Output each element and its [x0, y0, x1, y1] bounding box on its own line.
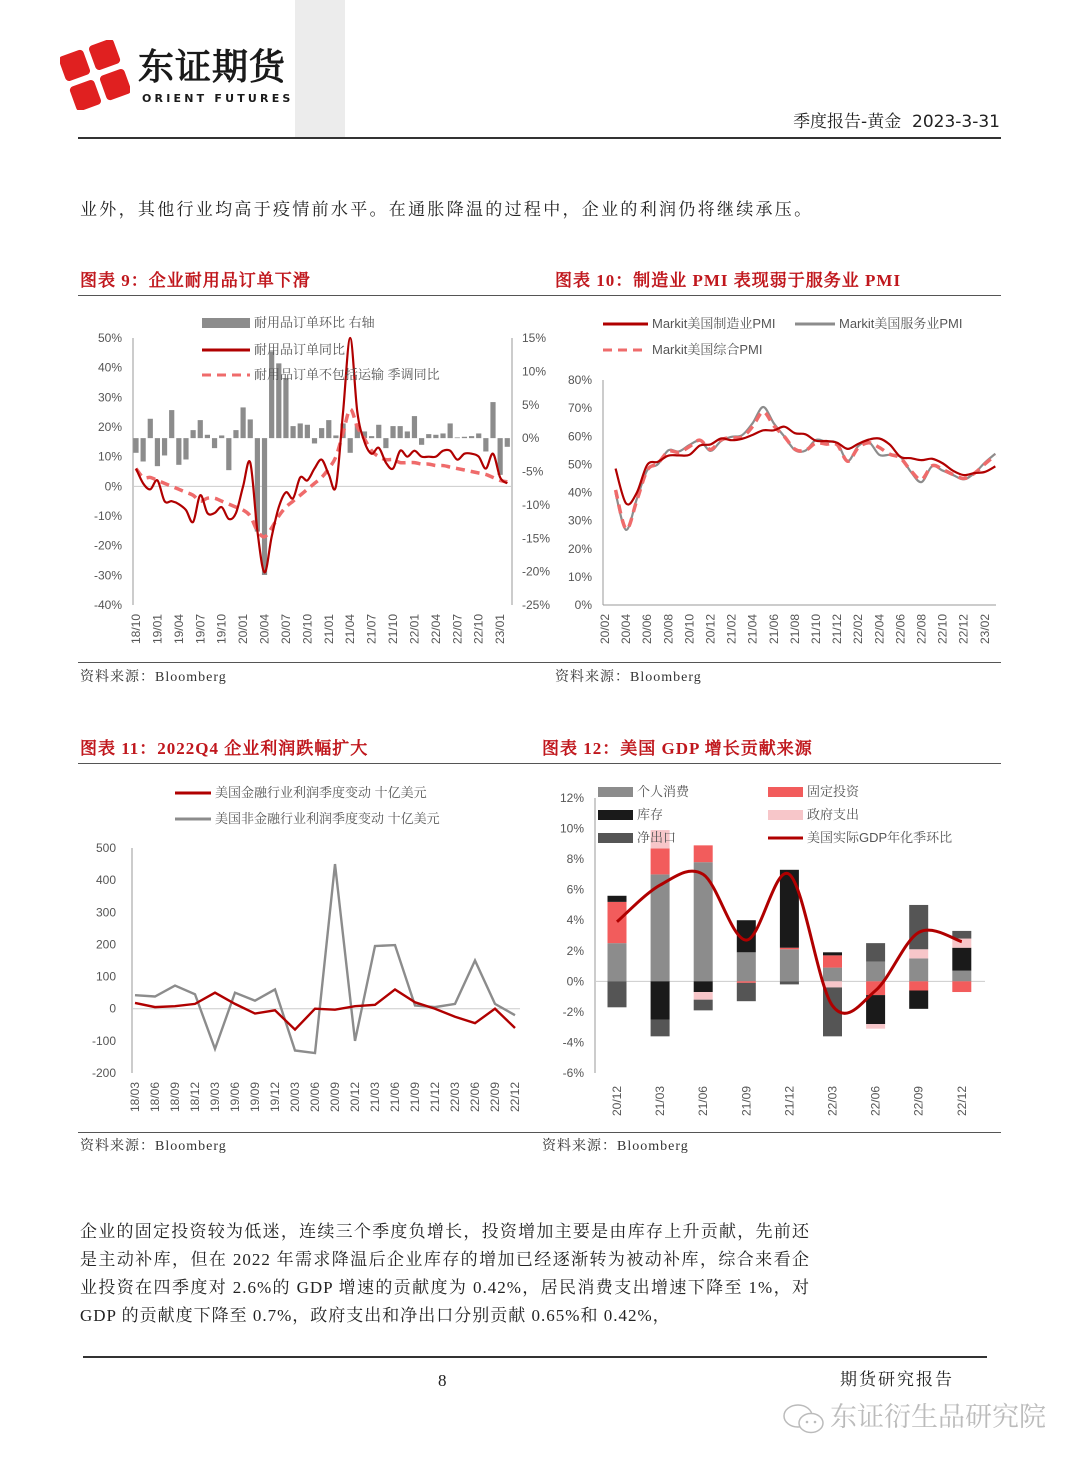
- footer-label: 期货研究报告: [840, 1370, 954, 1389]
- x-tick-label: 21/04: [745, 614, 760, 645]
- figure-12-title: 图表 12：美国 GDP 增长贡献来源: [542, 739, 813, 758]
- x-tick-label: 23/01: [493, 614, 508, 645]
- mom-bar: [376, 425, 381, 438]
- legend-1: 固定投资: [807, 784, 860, 799]
- gdp-component-bar: [651, 981, 670, 1019]
- x-tick-label: 20/04: [619, 614, 634, 645]
- figure-10-title: 图表 10：制造业 PMI 表现弱于服务业 PMI: [555, 271, 902, 290]
- mom-bar: [133, 438, 138, 453]
- y-left-tick-label: 40%: [97, 360, 122, 375]
- gdp-component-bar: [780, 949, 799, 981]
- mom-bar: [333, 435, 338, 438]
- mom-bar: [419, 438, 424, 445]
- legend-4-swatch: [598, 833, 633, 843]
- mom-bar: [262, 438, 267, 575]
- y-tick-label: 80%: [567, 373, 592, 387]
- mom-bar: [505, 438, 510, 447]
- y-tick-label: -200: [91, 1066, 116, 1080]
- figure-9-title: 图表 9：企业耐用品订单下滑: [80, 271, 311, 290]
- logo-text-en: ORIENT FUTURES: [142, 92, 294, 105]
- gdp-component-bar: [866, 1024, 885, 1029]
- x-tick-label: 23/02: [977, 614, 992, 645]
- gdp-component-bar: [651, 1020, 670, 1037]
- y-right-tick-label: -5%: [522, 464, 544, 479]
- mom-bar: [476, 433, 481, 438]
- figure-row-1-top-rule: [78, 295, 1001, 296]
- y-left-tick-label: -10%: [93, 509, 122, 523]
- x-tick-label: 22/09: [488, 1082, 502, 1113]
- mom-bar: [326, 420, 331, 438]
- gdp-component-bar: [737, 983, 756, 1001]
- gdp-component-bar: [608, 896, 627, 902]
- legend-3: 政府支出: [807, 807, 860, 822]
- y-tick-label: 0: [109, 1001, 116, 1016]
- x-tick-label: 21/12: [428, 1082, 442, 1113]
- legend-core-yoy: 耐用品订单不包括运输 季调同比: [254, 367, 440, 382]
- x-tick-label: 21/01: [321, 614, 336, 645]
- mom-bar: [248, 419, 253, 438]
- x-tick-label: 22/07: [450, 614, 465, 645]
- y-tick-label: 4%: [566, 913, 584, 928]
- chart-durable-goods-orders: [80, 300, 550, 662]
- gdp-component-bar: [952, 948, 971, 971]
- x-tick-label: 20/08: [661, 614, 676, 645]
- x-tick-label: 19/12: [268, 1082, 282, 1113]
- y-tick-label: 30%: [567, 513, 592, 528]
- y-tick-label: 200: [95, 937, 116, 952]
- x-tick-label: 20/09: [328, 1082, 342, 1113]
- x-tick-label: 20/01: [236, 614, 251, 645]
- non-financial-profit-line: [135, 864, 515, 1053]
- legend-1-swatch: [768, 787, 803, 797]
- watermark-text: 东证衍生品研究院: [830, 1402, 1046, 1433]
- x-tick-label: 22/09: [911, 1086, 926, 1117]
- mom-bar: [148, 419, 153, 438]
- mom-bar: [383, 438, 388, 448]
- y-tick-label: 2%: [566, 943, 584, 958]
- mom-bar: [298, 423, 303, 438]
- gdp-component-bar: [866, 943, 885, 961]
- x-tick-label: 20/04: [257, 614, 272, 645]
- figure-11-source: 资料来源：Bloomberg: [80, 1139, 227, 1154]
- y-left-tick-label: 30%: [97, 390, 122, 405]
- gdp-component-bar: [608, 902, 627, 943]
- legend-mfg-pmi: Markit美国制造业PMI: [652, 316, 776, 331]
- y-tick-label: 400: [95, 873, 116, 888]
- y-tick-label: 6%: [566, 882, 584, 897]
- legend-2-swatch: [598, 810, 633, 820]
- x-tick-label: 21/03: [368, 1082, 382, 1113]
- mom-bar: [369, 436, 374, 438]
- gdp-component-bar: [909, 958, 928, 981]
- x-tick-label: 22/04: [872, 614, 887, 645]
- y-tick-label: 8%: [566, 852, 584, 867]
- x-tick-label: 19/01: [150, 614, 165, 645]
- x-tick-label: 18/10: [129, 614, 143, 645]
- body-paragraph: 企业的固定投资较为低迷，连续三个季度负增长，投资增加主要是由库存上升贡献，先前还是主动补库，但在 2022 年需求降温后企业库存的增加已经逐渐转为被动补库，综合来看企业投资在四季度对 2.6%的 GDP 增速的贡献度为 0.42%，居民消费支出增速下降至 1%，对 GDP 的贡献度下降至 0.7%，政府支出和净出口分别贡献 0.65%和 0.42%，: [80, 1222, 810, 1325]
- mom-bar: [319, 428, 324, 438]
- x-tick-label: 22/01: [407, 614, 422, 645]
- mom-bar: [226, 438, 231, 470]
- x-tick-label: 22/10: [935, 614, 950, 645]
- mom-bar: [412, 416, 417, 438]
- legend-mom: 耐用品订单环比 右轴: [254, 315, 375, 330]
- x-tick-label: 22/06: [468, 1082, 482, 1113]
- y-right-tick-label: 5%: [522, 397, 540, 412]
- page-number: 8: [438, 1371, 447, 1390]
- mom-bar: [212, 438, 217, 448]
- legend-gdp: 美国实际GDP年化季环比: [807, 830, 953, 845]
- pmi-line-2: [616, 412, 996, 529]
- x-tick-label: 21/09: [739, 1086, 754, 1117]
- gdp-component-bar: [694, 992, 713, 1000]
- x-tick-label: 21/06: [388, 1082, 402, 1113]
- mom-bar: [490, 402, 495, 438]
- y-left-tick-label: -20%: [93, 538, 122, 553]
- x-tick-label: 20/10: [682, 614, 697, 645]
- footer-divider: [83, 1356, 987, 1358]
- mom-bar: [448, 423, 453, 438]
- y-tick-label: 10%: [559, 821, 584, 836]
- gdp-component-bar: [651, 848, 670, 874]
- x-tick-label: 20/06: [640, 614, 655, 645]
- y-right-tick-label: 10%: [522, 364, 547, 379]
- y-tick-label: 40%: [567, 485, 592, 500]
- gdp-component-bar: [952, 981, 971, 992]
- figure-row-2-bottom-rule: [78, 1132, 1001, 1133]
- figure-row-2-top-rule: [78, 763, 1001, 764]
- x-tick-label: 21/06: [766, 614, 781, 645]
- x-tick-label: 22/12: [508, 1082, 522, 1113]
- logo-text-cn: 东证期货: [138, 47, 287, 88]
- mom-bar: [219, 435, 224, 438]
- y-left-tick-label: 20%: [97, 420, 122, 434]
- x-tick-label: 20/02: [598, 614, 612, 645]
- gdp-component-bar: [823, 955, 842, 967]
- mom-bar: [483, 438, 488, 451]
- gdp-component-bar: [909, 949, 928, 958]
- y-tick-label: -4%: [562, 1035, 584, 1050]
- x-tick-label: 22/06: [868, 1086, 883, 1117]
- legend-0: 个人消费: [637, 784, 690, 799]
- y-right-tick-label: -25%: [522, 598, 550, 612]
- x-tick-label: 21/03: [653, 1086, 668, 1117]
- x-tick-label: 20/12: [703, 614, 718, 645]
- x-tick-label: 20/07: [278, 614, 293, 645]
- x-tick-label: 18/03: [128, 1082, 142, 1113]
- y-tick-label: -2%: [562, 1004, 584, 1019]
- mom-bar: [176, 438, 181, 465]
- gdp-component-bar: [909, 981, 928, 990]
- mom-bar: [440, 433, 445, 438]
- gdp-component-bar: [823, 952, 842, 955]
- x-tick-label: 19/06: [228, 1082, 242, 1113]
- y-tick-label: 500: [95, 841, 116, 855]
- y-tick-label: 60%: [567, 429, 592, 444]
- x-tick-label: 18/06: [148, 1082, 162, 1113]
- x-tick-label: 19/10: [214, 614, 229, 645]
- mom-bar: [455, 437, 460, 438]
- legend-services-pmi: Markit美国服务业PMI: [839, 316, 963, 331]
- figure-12-source: 资料来源：Bloomberg: [542, 1139, 689, 1154]
- gdp-component-bar: [866, 961, 885, 981]
- gdp-component-bar: [823, 968, 842, 982]
- header-grey-band: [295, 0, 345, 137]
- x-tick-label: 21/09: [408, 1082, 422, 1113]
- gdp-component-bar: [694, 845, 713, 862]
- report-header-title: [793, 112, 1000, 132]
- legend-0-swatch: [598, 787, 633, 797]
- mom-bar: [305, 425, 310, 438]
- y-tick-label: 10%: [567, 569, 592, 584]
- mom-bar: [155, 438, 160, 466]
- gdp-component-bar: [780, 948, 799, 950]
- mom-bar: [269, 351, 274, 438]
- mom-bar: [198, 420, 203, 438]
- x-tick-label: 20/12: [348, 1082, 362, 1113]
- x-tick-label: 19/09: [248, 1082, 262, 1113]
- gdp-component-bar: [952, 971, 971, 982]
- orient-futures-logo-icon: [60, 40, 130, 110]
- x-tick-label: 18/09: [168, 1082, 182, 1113]
- figure-9-source: 资料来源：Bloomberg: [80, 670, 227, 685]
- x-tick-label: 21/12: [782, 1086, 797, 1117]
- chart-gdp-contribution: [540, 770, 1010, 1132]
- wechat-icon: [782, 1402, 826, 1436]
- x-tick-label: 22/12: [954, 1086, 969, 1117]
- mom-bar: [283, 378, 288, 438]
- y-tick-label: 300: [95, 905, 116, 920]
- x-tick-label: 21/02: [724, 614, 739, 645]
- x-tick-label: 21/07: [364, 614, 379, 645]
- y-tick-label: 0%: [566, 974, 584, 989]
- figure-11-title: 图表 11：2022Q4 企业利润跌幅扩大: [80, 739, 369, 758]
- mom-bar: [462, 437, 467, 438]
- mom-bar: [469, 436, 474, 438]
- mom-bar: [233, 430, 238, 438]
- y-tick-label: 50%: [567, 457, 592, 472]
- mom-bar: [426, 434, 431, 438]
- y-left-tick-label: 50%: [97, 331, 122, 345]
- y-right-tick-label: -10%: [522, 497, 550, 512]
- mom-bar: [433, 435, 438, 438]
- gdp-component-bar: [737, 952, 756, 981]
- legend-composite-pmi: Markit美国综合PMI: [652, 342, 763, 357]
- legend-3-swatch: [768, 810, 803, 820]
- y-right-tick-label: -15%: [522, 531, 550, 546]
- x-tick-label: 20/03: [288, 1082, 302, 1113]
- mom-bar: [348, 438, 353, 453]
- x-tick-label: 22/06: [893, 614, 908, 645]
- chart-pmi: [550, 300, 1010, 662]
- gdp-component-bar: [737, 981, 756, 983]
- gdp-component-bar: [909, 905, 928, 949]
- x-tick-label: 22/04: [428, 614, 443, 645]
- x-tick-label: 22/03: [825, 1086, 840, 1117]
- y-tick-label: -6%: [562, 1066, 584, 1080]
- x-tick-label: 21/10: [809, 614, 823, 645]
- x-tick-label: 22/08: [914, 614, 929, 645]
- x-tick-label: 20/12: [610, 1086, 624, 1117]
- x-tick-label: 21/04: [343, 614, 358, 645]
- y-tick-label: -100: [91, 1033, 116, 1048]
- gdp-component-bar: [909, 991, 928, 1009]
- gdp-component-bar: [608, 943, 627, 981]
- mom-bar: [169, 410, 174, 438]
- legend-financial: 美国金融行业利润季度变动 十亿美元: [215, 785, 427, 800]
- report-title: 季度报告-黄金: [793, 112, 902, 132]
- legend-2: 库存: [637, 807, 664, 822]
- y-tick-label: 20%: [567, 541, 592, 556]
- y-right-tick-label: 15%: [522, 331, 547, 345]
- gdp-component-bar: [780, 870, 799, 948]
- x-tick-label: 22/10: [471, 614, 486, 645]
- gdp-component-bar: [608, 981, 627, 1007]
- y-tick-label: 70%: [567, 401, 592, 416]
- x-tick-label: 19/04: [171, 614, 186, 645]
- x-tick-label: 19/03: [208, 1082, 222, 1113]
- x-tick-label: 19/07: [193, 614, 208, 645]
- y-tick-label: 12%: [559, 791, 584, 805]
- figure-10-source: 资料来源：Bloomberg: [555, 670, 702, 685]
- y-tick-label: 100: [95, 969, 116, 984]
- x-tick-label: 22/03: [448, 1082, 462, 1113]
- chart-corporate-profits: [80, 770, 540, 1132]
- mom-bar: [183, 438, 188, 459]
- y-left-tick-label: -30%: [93, 568, 122, 583]
- x-tick-label: 21/12: [830, 614, 845, 645]
- y-left-tick-label: 10%: [97, 449, 122, 464]
- legend-yoy: 耐用品订单同比: [254, 342, 346, 357]
- mom-bar: [398, 426, 403, 438]
- x-tick-label: 20/10: [300, 614, 315, 645]
- mom-bar: [405, 431, 410, 438]
- x-tick-label: 21/06: [696, 1086, 711, 1117]
- legend-mom-swatch: [202, 318, 250, 328]
- y-tick-label: 0%: [574, 598, 592, 612]
- x-tick-label: 21/08: [787, 614, 802, 645]
- mom-bar: [290, 426, 295, 438]
- header-divider: [78, 137, 1001, 139]
- mom-bar: [390, 426, 395, 438]
- report-date: 2023-3-31: [912, 112, 1000, 132]
- mom-bar: [241, 407, 246, 438]
- x-tick-label: 22/02: [851, 614, 866, 645]
- gdp-component-bar: [694, 981, 713, 992]
- y-right-tick-label: -20%: [522, 564, 550, 579]
- x-tick-label: 20/06: [308, 1082, 322, 1113]
- mom-bar: [312, 438, 317, 443]
- x-tick-label: 22/12: [956, 614, 971, 645]
- intro-text: 业外，其他行业均高于疫情前水平。在通胀降温的过程中，企业的利润仍将继续承压。: [80, 200, 814, 219]
- x-tick-label: 21/10: [386, 614, 401, 645]
- legend-non-financial: 美国非金融行业利润季度变动 十亿美元: [215, 811, 440, 826]
- gdp-component-bar: [866, 995, 885, 1024]
- mom-bar: [191, 430, 196, 438]
- y-right-tick-label: 0%: [522, 431, 540, 446]
- gdp-component-bar: [694, 1000, 713, 1011]
- mom-bar: [141, 438, 146, 461]
- gdp-component-bar: [780, 981, 799, 984]
- x-tick-label: 18/12: [188, 1082, 202, 1113]
- mom-bar: [162, 438, 167, 455]
- figure-row-1-bottom-rule: [78, 662, 1001, 663]
- y-left-tick-label: 0%: [104, 479, 122, 494]
- mom-bar: [205, 435, 210, 438]
- y-left-tick-label: -40%: [93, 598, 122, 612]
- gdp-component-bar: [823, 981, 842, 987]
- legend-4: 净出口: [637, 830, 677, 845]
